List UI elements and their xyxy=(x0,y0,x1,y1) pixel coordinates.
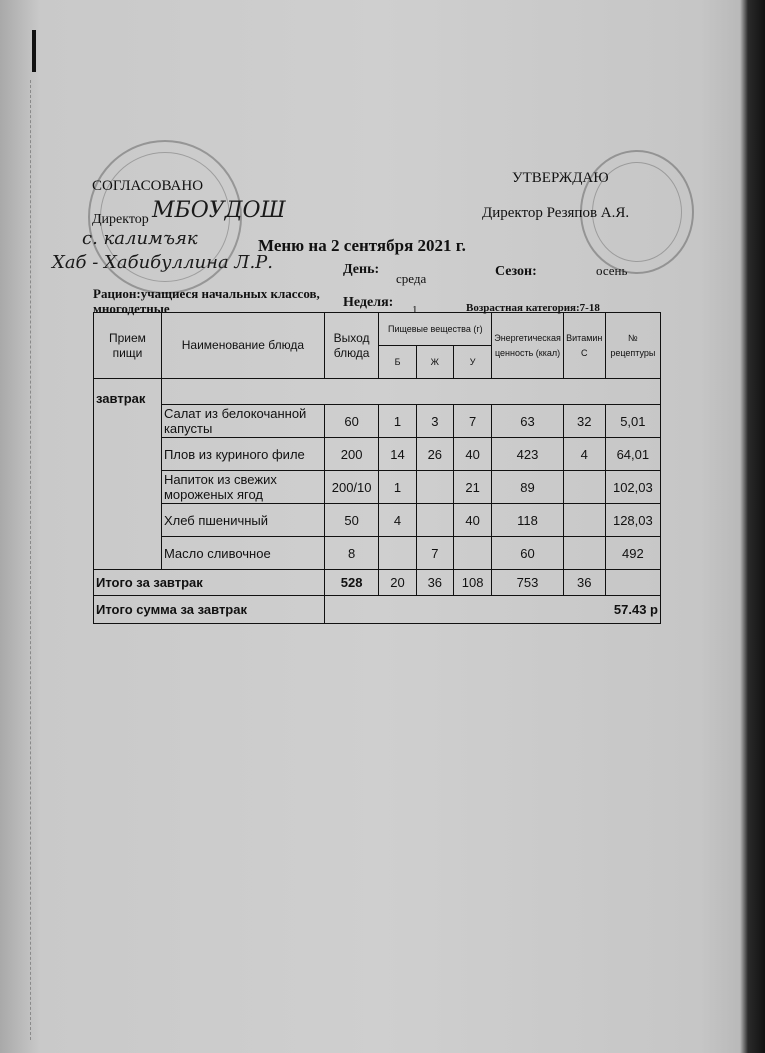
header-output: Выход блюда xyxy=(324,313,379,379)
header-energy: Энергетическая ценность (ккал) xyxy=(492,313,564,379)
header-meal: Прием пищи xyxy=(94,313,162,379)
table-row: Салат из белокочанной капусты 60 1 3 7 63 32 5,01 xyxy=(94,405,661,438)
total-label: Итого за завтрак xyxy=(94,570,325,596)
ration-text: Рацион:учащиеся начальных классов, многодетные xyxy=(93,286,320,316)
header-b: Б xyxy=(379,346,416,379)
sum-label: Итого сумма за завтрак xyxy=(94,596,325,624)
season-label: Сезон: xyxy=(495,264,537,279)
agreed-label: СОГЛАСОВАНО xyxy=(92,178,204,194)
total-row: Итого за завтрак 528 20 36 108 753 36 xyxy=(94,570,661,596)
table-row: Масло сливочное 8 7 60 492 xyxy=(94,537,661,570)
week-value: 1 xyxy=(412,304,418,316)
approved-label: УТВЕРЖДАЮ xyxy=(512,170,609,186)
header-dish: Наименование блюда xyxy=(161,313,324,379)
signature-line-1: с. калимъяк xyxy=(82,228,198,249)
signature-left: МБОУДОШ xyxy=(152,198,286,223)
scan-mark xyxy=(32,30,36,72)
age-category: Возрастная категория:7-18 xyxy=(466,302,600,314)
sum-row xyxy=(94,596,661,624)
table-header-row xyxy=(94,313,661,346)
table-row: Плов из куриного филе 200 14 26 40 423 4 64,01 xyxy=(94,438,661,471)
season-value: осень xyxy=(596,263,628,278)
sum-value: 57.43 р xyxy=(324,596,660,624)
meal-name: завтрак xyxy=(94,379,162,570)
page-title: Меню на 2 сентября 2021 г. xyxy=(258,236,466,255)
header-recipe: № рецептуры xyxy=(605,313,660,379)
signature-line-2: Хаб - Хабибуллина Л.Р. xyxy=(52,252,274,273)
table-row: Напиток из свежих мороженых ягод 200/10 1 21 89 102,03 xyxy=(94,471,661,504)
table-row-spacer xyxy=(94,379,661,405)
header-j: Ж xyxy=(416,346,453,379)
director-right: Директор Резяпов А.Я. xyxy=(482,205,630,221)
day-value: среда xyxy=(396,271,427,286)
table-row: Хлеб пшеничный 50 4 40 118 128,03 xyxy=(94,504,661,537)
director-left: Директор xyxy=(92,212,149,227)
week-label: Неделя: xyxy=(343,295,394,310)
day-label: День: xyxy=(343,262,380,277)
header-u: У xyxy=(453,346,491,379)
menu-table xyxy=(93,312,661,624)
header-vitamin: Витамин С xyxy=(563,313,605,379)
header-nutrients: Пищевые вещества (г) xyxy=(379,313,492,346)
scan-fold-line xyxy=(30,80,32,1040)
